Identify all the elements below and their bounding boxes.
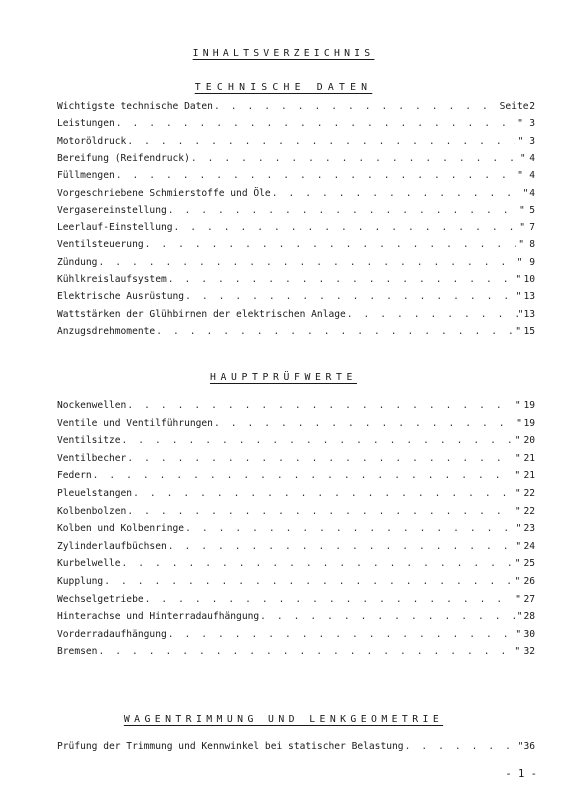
section-title-hauptpruefwerte: HAUPTPRÜFWERTE — [210, 372, 357, 383]
toc-entry-label: Leerlauf-Einstellung — [57, 222, 173, 234]
dot-leader — [93, 470, 511, 481]
toc-entry-page: 20 — [523, 435, 535, 447]
toc-entry-page: 19 — [523, 400, 535, 411]
toc-entry — [57, 400, 535, 414]
dot-leader — [127, 506, 512, 517]
dot-leader — [260, 611, 516, 622]
dot-leader — [122, 558, 512, 569]
toc-entry — [57, 541, 535, 555]
toc-entry-ref: " — [522, 187, 529, 199]
toc-entry-label: Wechselgetriebe — [57, 593, 144, 605]
toc-entry-page: 13 — [523, 308, 535, 320]
toc-entry-label: Ventilsteuerung — [57, 239, 144, 251]
toc-entry-ref: " — [518, 239, 524, 251]
toc-entry-label: Elektrische Ausrüstung — [57, 291, 185, 303]
toc-entry-ref: " — [514, 435, 521, 447]
toc-entry-ref: " — [519, 152, 526, 164]
toc-entry — [57, 523, 535, 537]
toc-entry-ref: " — [516, 256, 523, 268]
toc-entry-label: Kolben und Kolbenringe — [57, 523, 185, 535]
toc-entry-page: 25 — [523, 558, 535, 570]
toc-entry-ref: " — [516, 611, 523, 623]
dot-leader — [122, 435, 512, 446]
toc-entry — [57, 136, 535, 150]
dot-leader — [104, 576, 511, 587]
toc-entry-label: Vergasereinstellung — [57, 204, 167, 216]
toc-entry-ref: " — [515, 593, 521, 605]
toc-entry-label: Kolbenbolzen — [57, 505, 127, 517]
toc-entry-label: Wattstärken der Glühbirnen der elektrischen Anlage — [57, 308, 346, 320]
toc-entry-page: 32 — [523, 646, 535, 658]
toc-entry-page: 3 — [529, 118, 535, 130]
dot-leader — [145, 239, 516, 250]
toc-entry-page: 24 — [523, 540, 535, 552]
toc-entry-label: Bremsen — [57, 646, 98, 658]
toc-entry-label: Pleuelstangen — [57, 488, 133, 499]
dot-leader — [214, 101, 500, 112]
dot-leader — [347, 309, 518, 320]
toc-entry-label: Ventile und Ventilführungen — [57, 417, 213, 429]
toc-entry-ref: " — [515, 540, 522, 552]
toc-entry-label: Zylinderlaufbüchsen — [57, 540, 167, 552]
toc-entry-page: 13 — [523, 291, 535, 303]
toc-entry-label: Motoröldruck — [57, 135, 127, 147]
toc-entry-ref: " — [514, 558, 521, 570]
toc-entry — [57, 741, 535, 755]
toc-entry-ref: " — [515, 291, 522, 303]
toc-entry-page: 7 — [529, 222, 535, 234]
toc-entry — [57, 309, 535, 323]
toc-entry-ref: Seite — [499, 101, 529, 112]
toc-entry — [57, 558, 535, 572]
toc-entry-ref: " — [514, 576, 521, 587]
toc-entry-label: Kupplung — [57, 576, 104, 587]
toc-entry-page: 22 — [523, 505, 535, 517]
dot-leader — [168, 541, 513, 552]
toc-entry-label: Prüfung der Trimmung und Kennwinkel bei statischer Belastung — [57, 741, 404, 752]
toc-entry-ref: " — [514, 400, 521, 411]
toc-entry-page: 15 — [523, 325, 535, 337]
toc-entry-ref: " — [517, 741, 524, 752]
dot-leader — [127, 453, 512, 464]
toc-entry-label: Bereifung (Reifendruck) — [57, 152, 190, 164]
toc-entry — [57, 453, 535, 467]
toc-entry-label: Hinterachse und Hinterradaufhängung — [57, 611, 260, 623]
toc-entry-ref: " — [515, 628, 522, 640]
toc-entry — [57, 205, 535, 219]
toc-entry-ref: " — [514, 646, 521, 658]
toc-entry-page: 21 — [523, 470, 535, 482]
toc-entry — [57, 488, 535, 502]
section-title-wagentrimmung: WAGENTRIMMUNG UND LENKGEOMETRIE — [123, 714, 444, 725]
dot-leader — [168, 629, 513, 640]
toc-entry-page: 27 — [523, 593, 535, 605]
toc-entry-ref: " — [514, 488, 521, 499]
page-number: - 1 - — [505, 768, 537, 780]
toc-entry-page: 22 — [523, 488, 535, 499]
toc-entry — [57, 576, 535, 590]
toc-entry-ref: " — [517, 308, 524, 320]
toc-entry-page: 19 — [523, 417, 535, 429]
toc-entry-label: Ventilsitze — [57, 435, 121, 447]
toc-entry-label: Kurbelwelle — [57, 558, 121, 570]
section-title-technische-daten: TECHNISCHE DATEN — [194, 82, 373, 93]
toc-entry-ref: " — [517, 118, 523, 130]
toc-entry-label: Nockenwellen — [57, 400, 127, 411]
dot-leader — [272, 188, 522, 199]
toc-entry-ref: " — [515, 274, 522, 285]
toc-entry-ref: " — [519, 204, 525, 216]
toc-entry-ref: " — [516, 417, 522, 429]
toc-entry-label: Leistungen — [57, 118, 115, 130]
toc-entry-ref: " — [514, 452, 521, 464]
toc-entry-page: 8 — [529, 239, 535, 251]
toc-entry-page: 4 — [529, 187, 535, 199]
toc-entry — [57, 594, 535, 608]
dot-leader — [116, 118, 514, 129]
dot-leader — [174, 222, 518, 233]
toc-entry — [57, 170, 535, 184]
toc-entry — [57, 153, 535, 167]
toc-entry — [57, 118, 535, 132]
toc-entry-ref: " — [514, 470, 521, 482]
toc-entry-label: Ventilbecher — [57, 452, 127, 464]
toc-entry — [57, 611, 535, 625]
dot-leader — [116, 170, 514, 181]
toc-entry-label: Kühlkreislaufsystem — [57, 274, 167, 285]
toc-entry — [57, 629, 535, 643]
toc-entry-page: 5 — [529, 204, 535, 216]
dot-leader — [191, 153, 518, 164]
dot-leader — [168, 205, 517, 216]
toc-entry-label: Anzugsdrehmomente — [57, 325, 156, 337]
toc-entry-label: Vorgeschriebene Schmierstoffe und Öle — [57, 187, 271, 199]
dot-leader — [145, 594, 513, 605]
toc-entry — [57, 291, 535, 305]
toc-entry-ref: " — [517, 170, 523, 182]
toc-entry-label: Zündung — [57, 256, 98, 268]
toc-title: INHALTSVERZEICHNIS — [192, 48, 375, 59]
toc-entry-page: 2 — [529, 101, 535, 112]
toc-entry-label: Wichtigste technische Daten — [57, 101, 213, 112]
toc-entry-page: 23 — [523, 523, 535, 535]
dot-leader — [98, 257, 513, 268]
dot-leader — [127, 136, 514, 147]
toc-entry — [57, 646, 535, 660]
dot-leader — [133, 488, 512, 499]
dot-leader — [185, 291, 514, 302]
dot-leader — [98, 646, 511, 657]
toc-entry-page: 21 — [523, 452, 535, 464]
toc-entry-page: 26 — [523, 576, 535, 587]
dot-leader — [214, 418, 515, 429]
toc-entry — [57, 418, 535, 432]
toc-entry — [57, 101, 535, 115]
toc-entry-label: Füllmengen — [57, 170, 115, 182]
toc-entry — [57, 326, 535, 340]
toc-entry — [57, 470, 535, 484]
toc-entry-ref: " — [514, 505, 521, 517]
toc-entry — [57, 239, 535, 253]
toc-entry-ref: " — [517, 135, 524, 147]
toc-entry-page: 10 — [523, 274, 535, 285]
toc-entry-page: 4 — [529, 152, 535, 164]
toc-entry — [57, 506, 535, 520]
toc-entry — [57, 435, 535, 449]
toc-entry-ref: " — [515, 325, 522, 337]
toc-entry-page: 36 — [523, 741, 535, 752]
toc-entry — [57, 257, 535, 271]
toc-entry — [57, 222, 535, 236]
dot-leader — [127, 400, 512, 411]
dot-leader — [156, 326, 513, 337]
toc-entry-page: 3 — [529, 135, 536, 147]
dot-leader — [405, 741, 518, 752]
toc-entry-label: Federn — [57, 470, 92, 482]
toc-entry-page: 9 — [529, 256, 536, 268]
toc-entry-ref: " — [519, 222, 525, 234]
toc-entry-page: 28 — [523, 611, 535, 623]
dot-leader — [185, 523, 514, 534]
toc-entry — [57, 188, 535, 202]
dot-leader — [168, 274, 513, 285]
toc-entry — [57, 274, 535, 288]
toc-entry-ref: " — [515, 523, 522, 535]
toc-entry-page: 4 — [529, 170, 535, 182]
toc-entry-label: Vorderradaufhängung — [57, 628, 167, 640]
toc-entry-page: 30 — [523, 628, 535, 640]
